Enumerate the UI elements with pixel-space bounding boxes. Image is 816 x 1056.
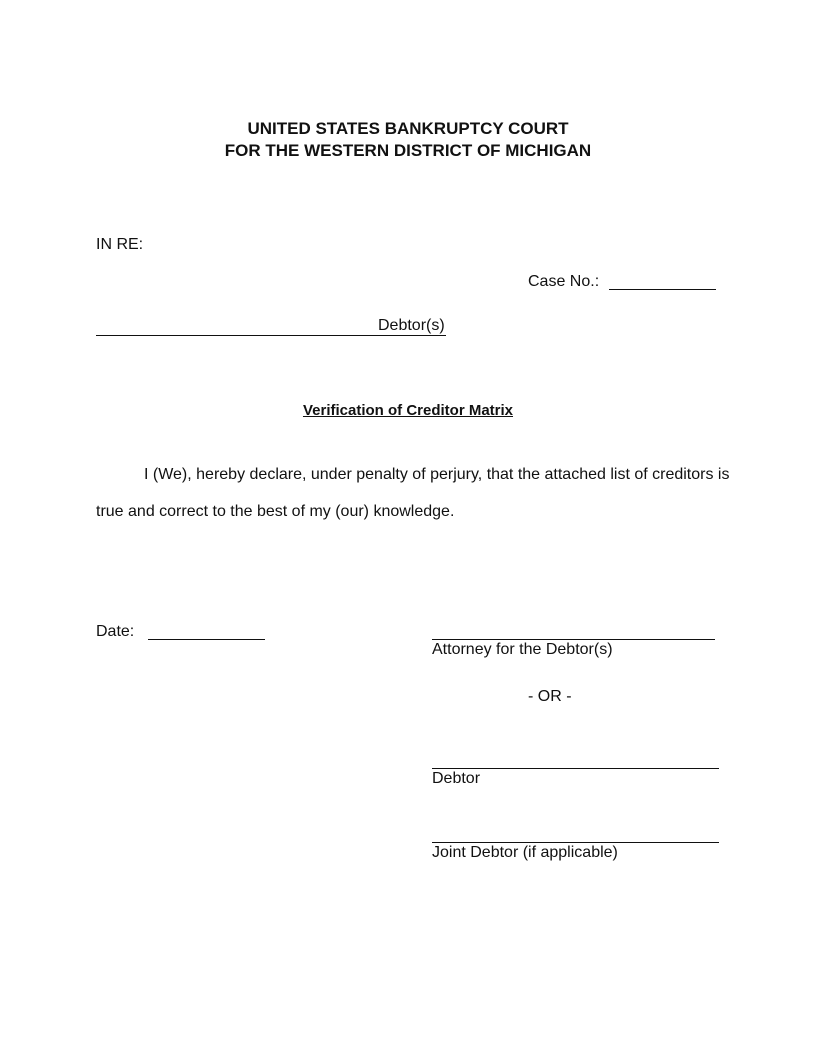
debtor-name-blank[interactable] [96, 335, 446, 336]
court-district: FOR THE WESTERN DISTRICT OF MICHIGAN [224, 141, 592, 160]
joint-debtor-signature-line[interactable] [432, 842, 719, 843]
or-separator: - OR - [528, 688, 572, 705]
attorney-signature-label: Attorney for the Debtor(s) [432, 641, 613, 658]
debtor-caption-label: Debtor(s) [378, 317, 445, 334]
debtor-signature-label: Debtor [432, 770, 481, 787]
debtor-signature-line[interactable] [432, 768, 719, 769]
court-heading [0, 118, 816, 162]
document-title-text: Verification of Creditor Matrix [302, 402, 514, 419]
joint-debtor-signature-label: Joint Debtor (if applicable) [432, 844, 618, 861]
attorney-signature-line[interactable] [432, 639, 715, 640]
in-re-label: IN RE: [96, 236, 144, 253]
date-blank[interactable] [148, 639, 265, 640]
case-number-label: Case No.: [528, 273, 600, 290]
document-title [0, 402, 816, 419]
declaration-paragraph: I (We), hereby declare, under penalty of perjury, that the attached list of creditors is true and correct to the best of my (our) knowledge. [96, 466, 730, 520]
court-name: UNITED STATES BANKRUPTCY COURT [247, 119, 569, 138]
date-label: Date: [96, 623, 135, 640]
case-number-blank[interactable] [609, 289, 716, 290]
